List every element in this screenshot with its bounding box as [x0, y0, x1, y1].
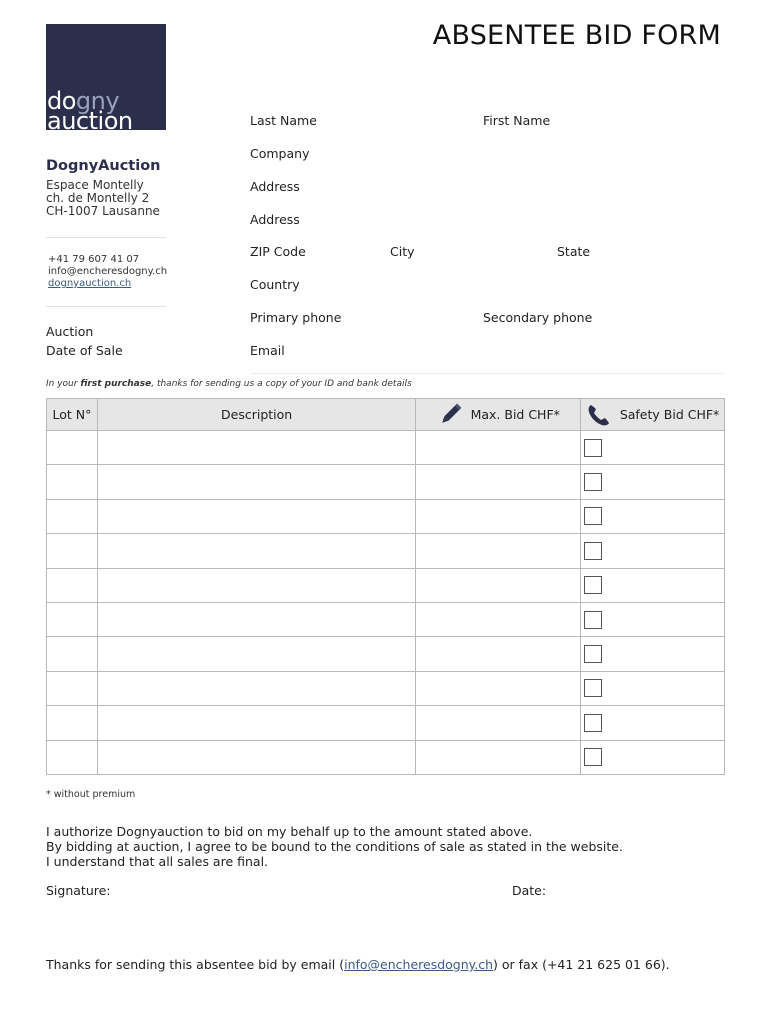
safety-bid-header-label: Safety Bid CHF*	[619, 407, 720, 422]
safety-bid-header	[581, 399, 725, 431]
dogny-auction-logo	[46, 24, 166, 130]
address-field-1[interactable]: Address	[250, 179, 300, 194]
lot-number-header: Lot N°	[47, 399, 98, 431]
lot-number-cell[interactable]	[47, 431, 98, 465]
safety-bid-cell[interactable]	[581, 706, 725, 740]
company-website-link[interactable]: dognyauction.ch	[48, 278, 132, 289]
max-bid-cell[interactable]	[416, 671, 581, 705]
zip-code-field[interactable]: ZIP Code	[250, 244, 306, 259]
safety-bid-cell[interactable]	[581, 534, 725, 568]
authorization-text: I authorize Dognyauction to bid on my behalf up to the amount stated above.	[46, 824, 533, 839]
country-field[interactable]: Country	[250, 277, 300, 292]
description-cell[interactable]	[97, 431, 415, 465]
date-of-sale-label: Date of Sale	[46, 343, 123, 358]
address-line: CH-1007 Lausanne	[46, 204, 160, 218]
max-bid-cell[interactable]	[416, 637, 581, 671]
description-cell[interactable]	[97, 499, 415, 533]
safety-bid-cell[interactable]	[581, 637, 725, 671]
safety-bid-checkbox[interactable]	[584, 611, 602, 629]
table-row	[47, 706, 725, 740]
table-row	[47, 602, 725, 636]
max-bid-cell[interactable]	[416, 465, 581, 499]
safety-bid-checkbox[interactable]	[584, 507, 602, 525]
bid-table	[46, 398, 725, 775]
table-row	[47, 431, 725, 465]
max-bid-cell[interactable]	[416, 740, 581, 774]
safety-bid-cell[interactable]	[581, 602, 725, 636]
table-row	[47, 740, 725, 774]
secondary-phone-field[interactable]: Secondary phone	[483, 310, 593, 325]
description-cell[interactable]	[97, 706, 415, 740]
description-cell[interactable]	[97, 534, 415, 568]
email-field[interactable]: Email	[250, 343, 285, 358]
lot-number-cell[interactable]	[47, 534, 98, 568]
date-field[interactable]: Date:	[512, 883, 547, 898]
max-bid-cell[interactable]	[416, 534, 581, 568]
lot-number-cell[interactable]	[47, 465, 98, 499]
lot-number-cell[interactable]	[47, 499, 98, 533]
company-name: DognyAuction	[46, 158, 161, 174]
table-header-row	[47, 399, 725, 431]
footer-email-link[interactable]: info@encheresdogny.ch	[344, 957, 494, 972]
authorization-text: By bidding at auction, I agree to be bound to the conditions of sale as stated in the website.	[46, 839, 623, 854]
safety-bid-checkbox[interactable]	[584, 439, 602, 457]
description-cell[interactable]	[97, 602, 415, 636]
note-emphasis: first purchase	[80, 379, 152, 389]
logo-text-part: gny	[75, 87, 120, 115]
company-email: info@encheresdogny.ch	[48, 266, 168, 277]
max-bid-cell[interactable]	[416, 602, 581, 636]
safety-bid-checkbox[interactable]	[584, 473, 602, 491]
company-field[interactable]: Company	[250, 146, 310, 161]
lot-number-cell[interactable]	[47, 740, 98, 774]
description-cell[interactable]	[97, 568, 415, 602]
premium-footnote: * without premium	[46, 789, 136, 800]
table-row	[47, 671, 725, 705]
footer-text-part: ) or fax (+41 21 625 01 66).	[493, 957, 670, 972]
max-bid-cell[interactable]	[416, 568, 581, 602]
safety-bid-checkbox[interactable]	[584, 576, 602, 594]
description-header: Description	[97, 399, 415, 431]
table-row	[47, 637, 725, 671]
note-text: , thanks for sending us a copy of your ID and bank details	[151, 379, 412, 389]
max-bid-cell[interactable]	[416, 706, 581, 740]
note-text: In your	[46, 379, 81, 389]
phone-icon	[586, 402, 612, 428]
signature-field[interactable]: Signature:	[46, 883, 111, 898]
safety-bid-checkbox[interactable]	[584, 679, 602, 697]
safety-bid-cell[interactable]	[581, 568, 725, 602]
description-cell[interactable]	[97, 637, 415, 671]
table-row	[47, 499, 725, 533]
description-cell[interactable]	[97, 465, 415, 499]
lot-number-cell[interactable]	[47, 637, 98, 671]
lot-number-cell[interactable]	[47, 568, 98, 602]
lot-number-cell[interactable]	[47, 602, 98, 636]
lot-number-cell[interactable]	[47, 706, 98, 740]
footer-text	[46, 957, 670, 972]
auction-label: Auction	[46, 324, 94, 339]
safety-bid-cell[interactable]	[581, 499, 725, 533]
safety-bid-cell[interactable]	[581, 465, 725, 499]
table-row	[47, 568, 725, 602]
divider	[46, 306, 166, 307]
last-name-field[interactable]: Last Name	[250, 113, 317, 128]
safety-bid-cell[interactable]	[581, 740, 725, 774]
company-phone: +41 79 607 41 07	[48, 254, 140, 265]
safety-bid-cell[interactable]	[581, 671, 725, 705]
max-bid-header	[416, 399, 581, 431]
divider	[46, 237, 166, 238]
safety-bid-checkbox[interactable]	[584, 748, 602, 766]
footer-text-part: Thanks for sending this absentee bid by email (	[46, 957, 345, 972]
logo-text-part: do	[47, 87, 76, 115]
first-purchase-note	[46, 379, 412, 389]
form-title: ABSENTEE BID FORM	[432, 20, 721, 51]
max-bid-cell[interactable]	[416, 499, 581, 533]
address-field-2[interactable]: Address	[250, 212, 300, 227]
authorization-text: I understand that all sales are final.	[46, 854, 269, 869]
state-field[interactable]: State	[557, 244, 591, 259]
max-bid-header-label: Max. Bid CHF*	[470, 407, 560, 422]
address-line: Espace Montelly	[46, 178, 144, 192]
description-cell[interactable]	[97, 671, 415, 705]
divider	[250, 373, 725, 374]
safety-bid-checkbox[interactable]	[584, 714, 602, 732]
address-line: ch. de Montelly 2	[46, 191, 150, 205]
table-row	[47, 534, 725, 568]
table-row	[47, 465, 725, 499]
description-cell[interactable]	[97, 740, 415, 774]
safety-bid-cell[interactable]	[581, 431, 725, 465]
logo-text-part: auction	[47, 107, 133, 130]
safety-bid-checkbox[interactable]	[584, 645, 602, 663]
first-name-field[interactable]: First Name	[483, 113, 551, 128]
max-bid-cell[interactable]	[416, 431, 581, 465]
lot-number-cell[interactable]	[47, 671, 98, 705]
pencil-icon	[437, 402, 463, 428]
safety-bid-checkbox[interactable]	[584, 542, 602, 560]
city-field[interactable]: City	[390, 244, 415, 259]
primary-phone-field[interactable]: Primary phone	[250, 310, 342, 325]
